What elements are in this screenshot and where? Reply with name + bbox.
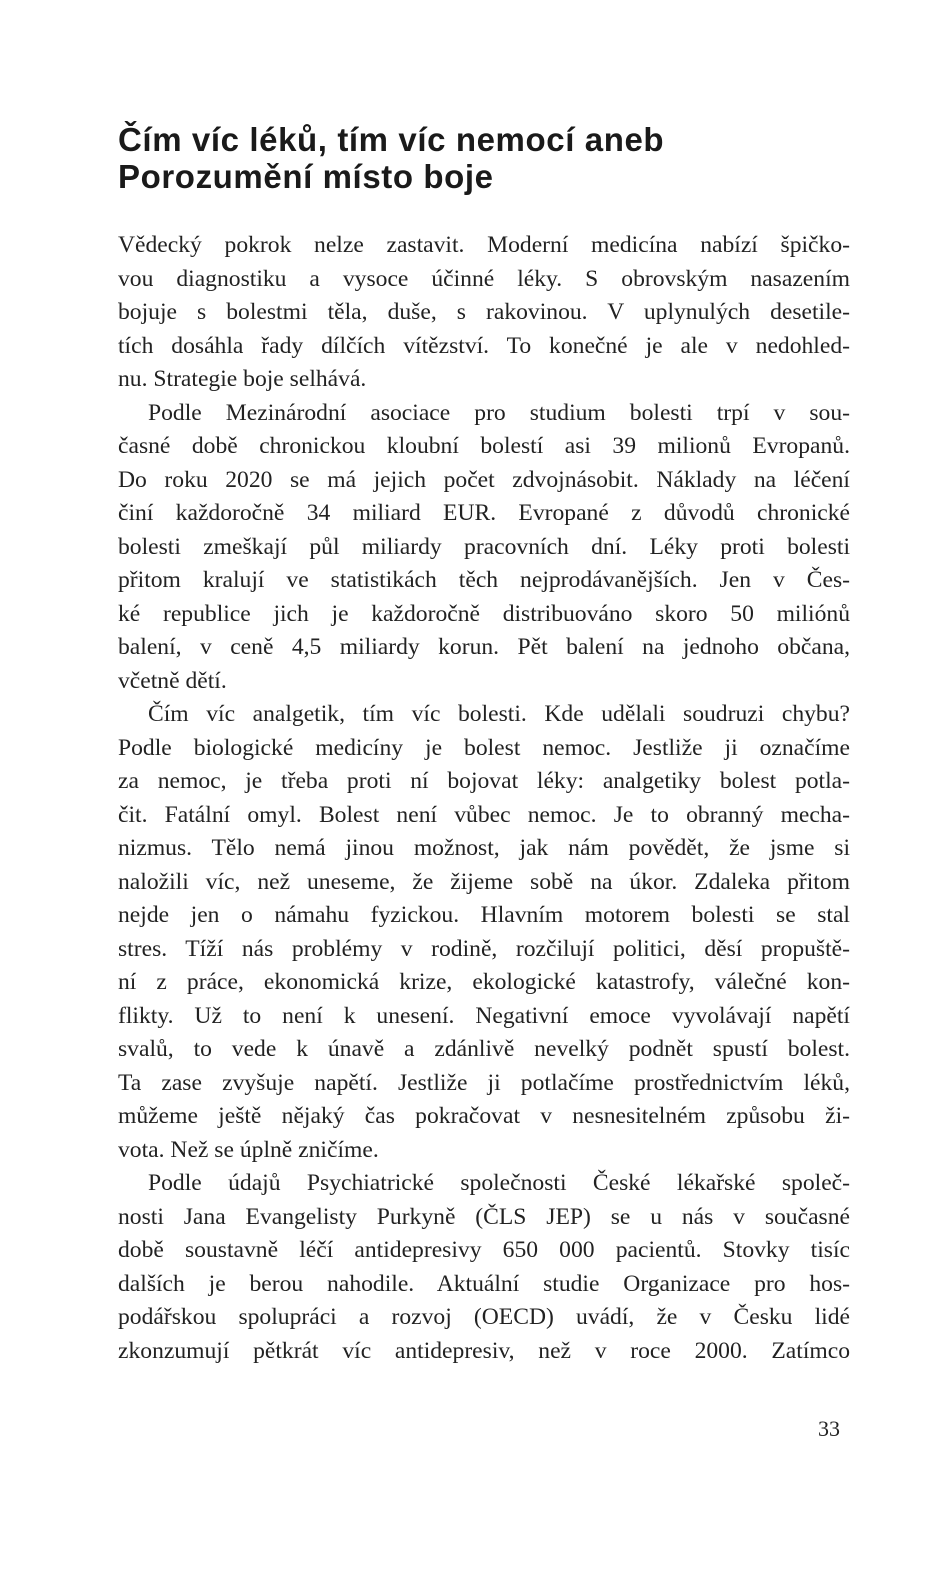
chapter-heading-line: Čím víc léků, tím víc nemocí aneb: [118, 121, 665, 158]
chapter-heading-line: Porozumění místo boje: [118, 158, 494, 195]
text-line: činí každoročně 34 miliard EUR. Evropané z důvodů chronické: [118, 500, 850, 526]
paragraph: [118, 1167, 850, 1368]
text-line: ní z práce, ekonomická krize, ekologické katastrofy, válečné kon-: [118, 969, 850, 995]
text-line: bolesti zmeškají půl miliardy pracovních dní. Léky proti bolesti: [118, 533, 850, 560]
paragraph: [118, 698, 850, 1167]
text-line: můžeme ještě nějaký čas pokračovat v nesnesitelném způsobu ži-: [118, 1103, 850, 1129]
text-line: Čím víc analgetik, tím víc bolesti. Kde udělali soudruzi chybu?: [148, 701, 850, 727]
paragraph: [118, 397, 850, 699]
text-line: bojuje s bolestmi těla, duše, s rakovinou. V uplynulých desetile-: [118, 299, 850, 325]
text-line: vou diagnostiku a vysoce účinné léky. S obrovským nasazením: [118, 265, 850, 292]
text-line: flikty. Už to není k unesení. Negativní emoce vyvolávají napětí: [118, 1002, 850, 1029]
text-line: čit. Fatální omyl. Bolest není vůbec nemoc. Je to obranný mecha-: [118, 801, 850, 828]
text-line: podářskou spolupráci a rozvoj (OECD) uvádí, že v Česku lidé: [118, 1304, 850, 1330]
text-line: Podle Mezinárodní asociace pro studium bolesti trpí v sou-: [148, 399, 850, 426]
text-line: stres. Tíží nás problémy v rodině, rozčilují politici, děsí propuště-: [118, 935, 850, 962]
text-line: vota. Než se úplně zničíme.: [118, 1136, 379, 1163]
text-line: svalů, to vede k únavě a zdánlivě nevelký podnět spustí bolest.: [118, 1036, 850, 1062]
text-line: dalších je berou nahodile. Aktuální studie Organizace pro hos-: [118, 1270, 850, 1297]
paragraph: [118, 229, 850, 397]
text-line: tích dosáhla řady dílčích vítězství. To konečné je ale v nedohled-: [118, 332, 850, 359]
text-line: naložili víc, než uneseme, že žijeme sobě na úkor. Zdaleka přitom: [118, 868, 850, 895]
text-line: Podle biologické medicíny je bolest nemoc. Jestliže ji označíme: [118, 734, 850, 761]
text-line: nu. Strategie boje selhává.: [118, 366, 367, 392]
text-line: zkonzumují pětkrát víc antidepresiv, než v roce 2000. Zatímco: [118, 1337, 850, 1364]
text-line: Vědecký pokrok nelze zastavit. Moderní medicína nabízí špičko-: [118, 232, 850, 258]
text-line: Do roku 2020 se má jejich počet zdvojnásobit. Náklady na léčení: [118, 466, 850, 493]
text-line: časné době chronickou kloubní bolestí asi 39 milionů Evropanů.: [118, 433, 850, 459]
page-number: 33: [818, 1416, 840, 1441]
text-line: včetně dětí.: [118, 667, 227, 694]
text-line: za nemoc, je třeba proti ní bojovat léky: analgetiky bolest potla-: [118, 768, 850, 794]
text-line: Podle údajů Psychiatrické společnosti České lékařské společ-: [148, 1170, 850, 1196]
text-line: nosti Jana Evangelisty Purkyně (ČLS JEP) se u nás v současné: [118, 1203, 850, 1230]
text-line: přitom kralují ve statistikách těch nejprodávanějších. Jen v Čes-: [118, 567, 850, 593]
text-line: nejde jen o námahu fyzickou. Hlavním motorem bolesti se stal: [118, 902, 850, 928]
body-text: [118, 229, 850, 1368]
text-line: Ta zase zvyšuje napětí. Jestliže ji potlačíme prostřednictvím léků,: [118, 1069, 850, 1096]
text-line: nizmus. Tělo nemá jinou možnost, jak nám povědět, že jsme si: [118, 835, 850, 861]
chapter-heading: [118, 121, 878, 195]
text-line: ké republice jich je každoročně distribuováno skoro 50 miliónů: [118, 600, 850, 627]
text-line: době soustavně léčí antidepresivy 650 000 pacientů. Stovky tisíc: [118, 1237, 850, 1263]
text-line: balení, v ceně 4,5 miliardy korun. Pět balení na jednoho občana,: [118, 634, 850, 660]
